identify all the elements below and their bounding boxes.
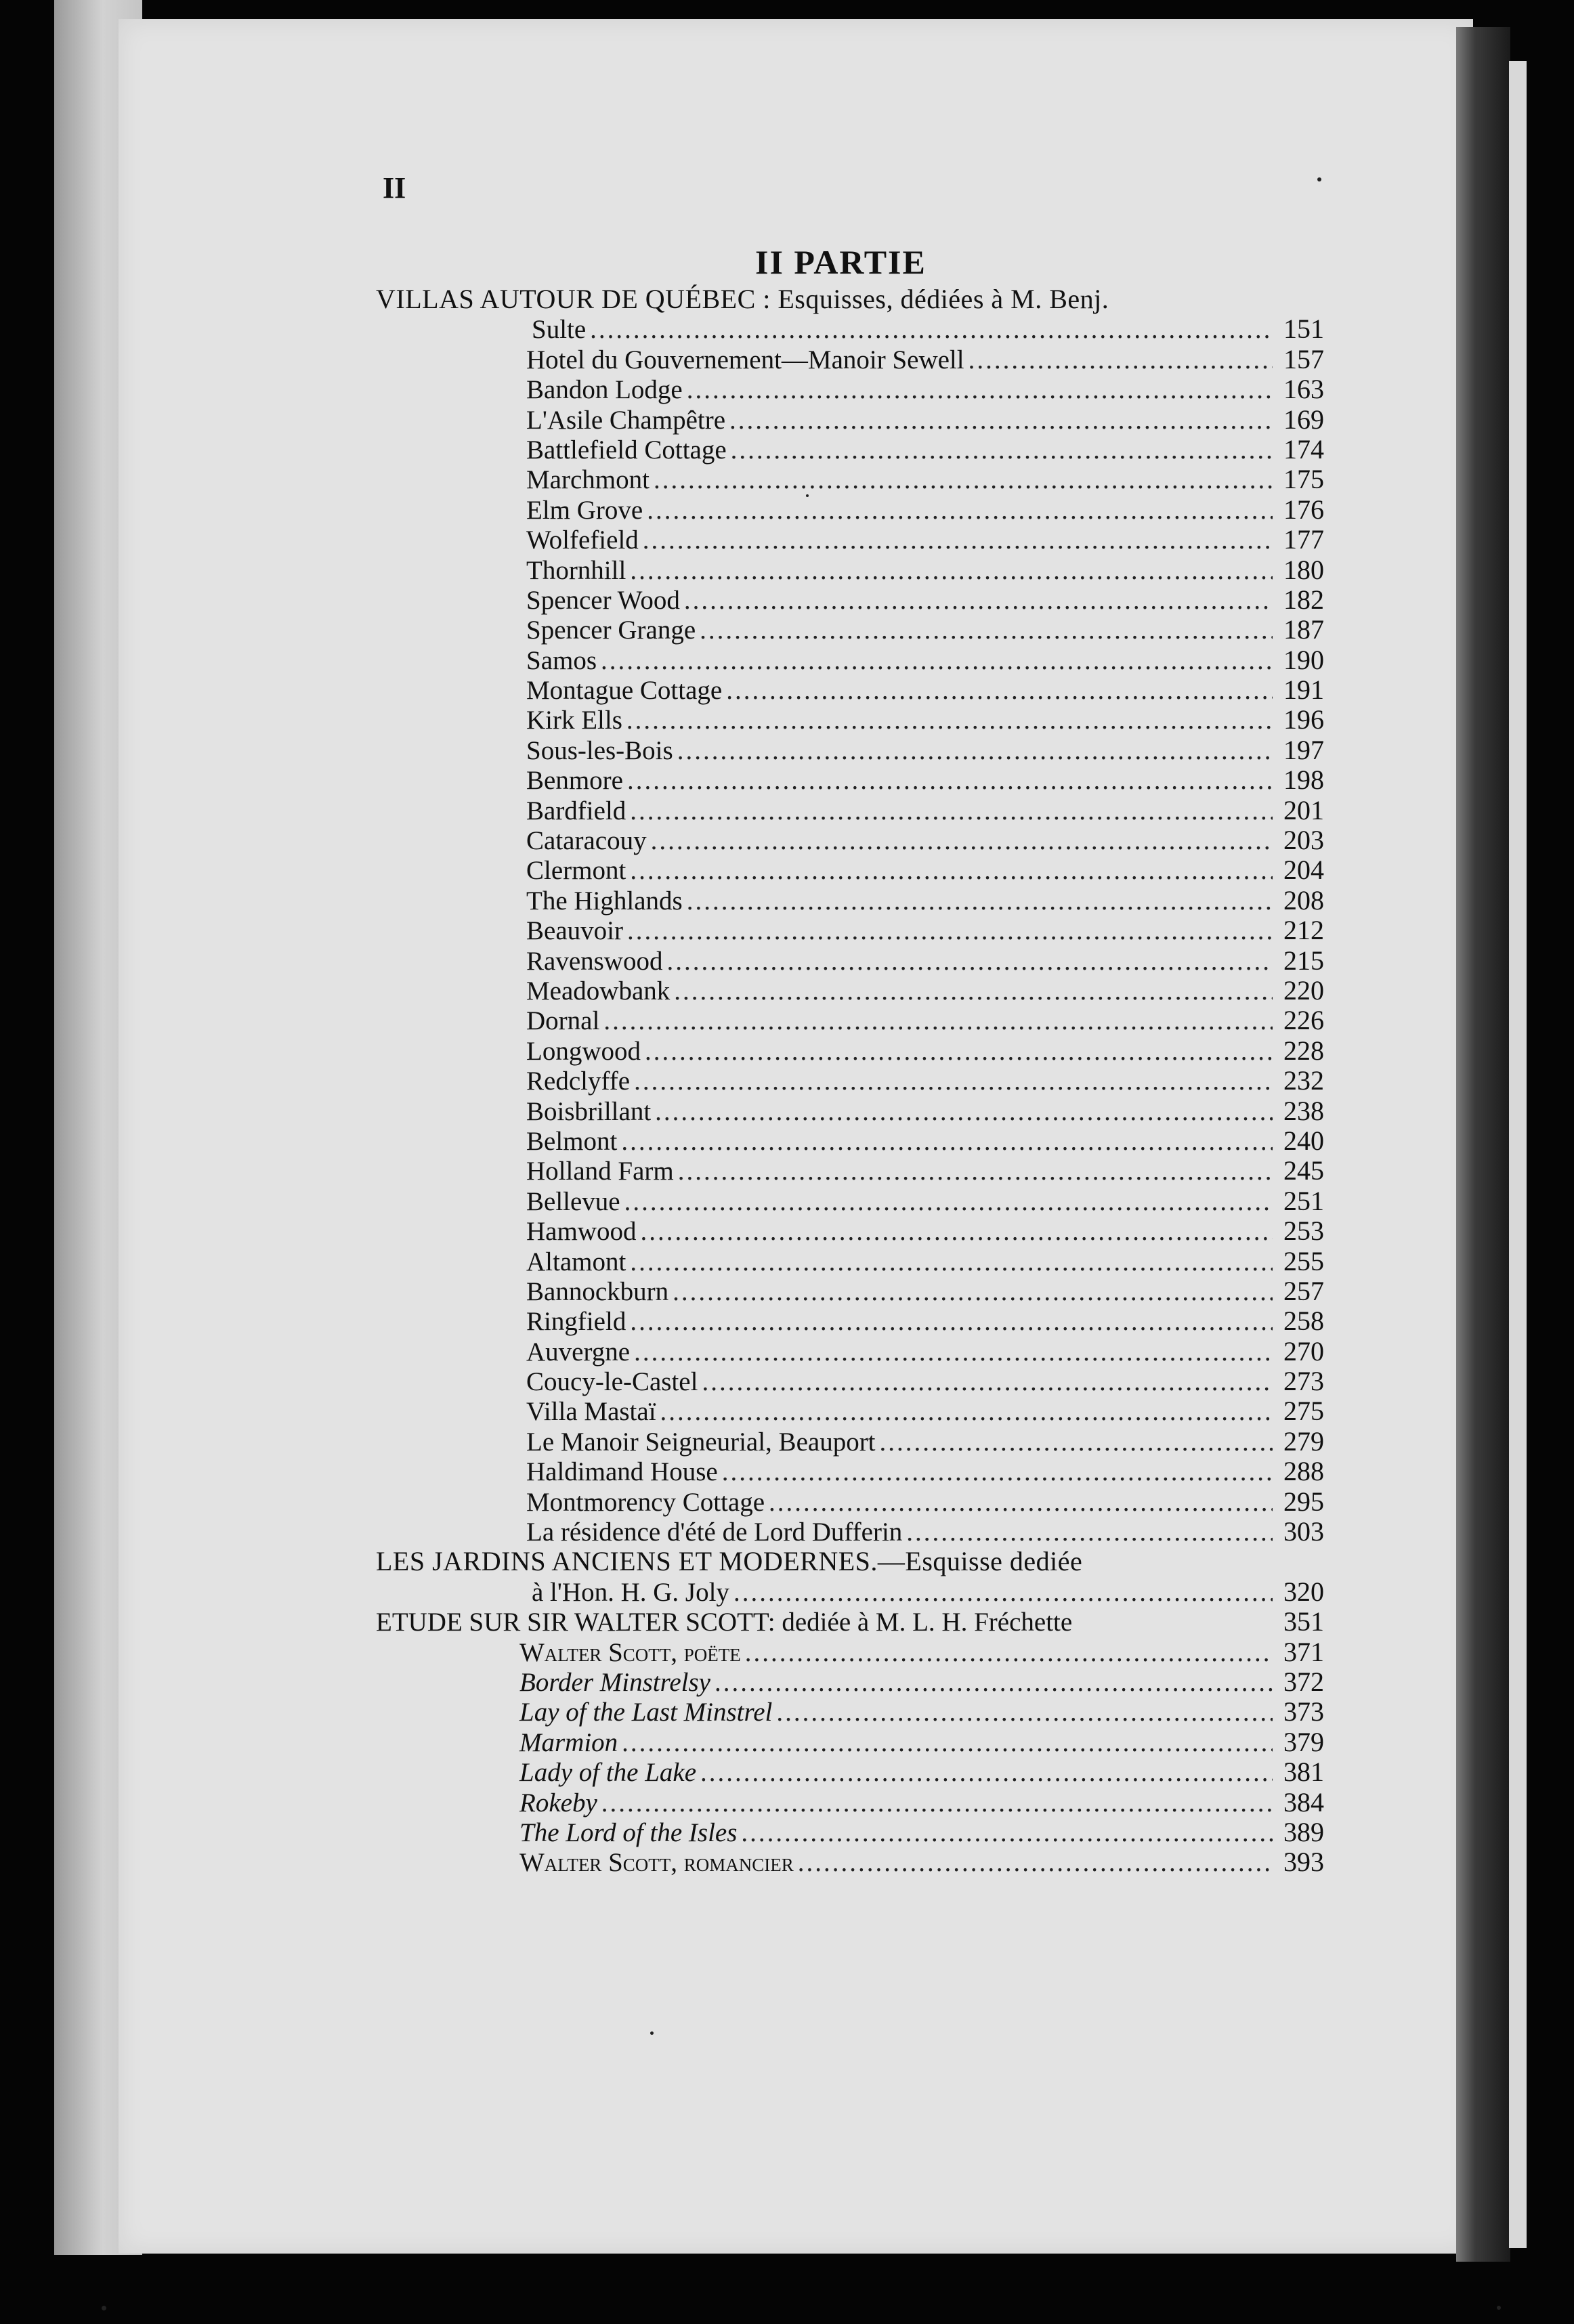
dot-leader	[634, 1337, 1273, 1367]
entry-page: 279	[1283, 1425, 1324, 1457]
entry-label: Marmion	[519, 1727, 618, 1757]
toc-entry	[376, 1276, 1324, 1306]
dot-leader	[645, 1037, 1273, 1067]
dot-leader	[603, 1006, 1273, 1036]
table-of-contents	[376, 284, 1324, 1878]
entry-page: 190	[1283, 644, 1324, 675]
dot-leader	[630, 796, 1273, 826]
entry-page: 204	[1283, 855, 1324, 886]
entry-page: 228	[1283, 1035, 1324, 1066]
entry-label: Bandon Lodge	[526, 375, 683, 405]
toc-entry	[376, 555, 1324, 585]
toc-entry	[376, 585, 1324, 615]
dot-leader	[654, 465, 1273, 495]
entry-label: Longwood	[526, 1036, 641, 1066]
toc-entry	[376, 1817, 1324, 1847]
entry-label: Lay of the Last Minstrel	[519, 1698, 773, 1727]
section-title: ETUDE SUR SIR WALTER SCOTT: dediée à M. L. H. Fréchette	[376, 1608, 1073, 1637]
entry-label: Villa Mastaï	[526, 1397, 656, 1427]
toc-entry	[376, 1337, 1324, 1367]
entry-page: 157	[1283, 343, 1324, 374]
entry-page: 288	[1283, 1456, 1324, 1487]
toc-entry	[376, 374, 1324, 404]
dot-leader	[630, 856, 1273, 886]
dot-leader	[601, 1788, 1273, 1818]
section-title: VILLAS AUTOUR DE QUÉBEC : Esquisses, dédiées à M. Benj.	[376, 284, 1109, 314]
entry-label: Haldimand House	[526, 1457, 718, 1487]
entry-page: 180	[1283, 554, 1324, 585]
entry-page: 303	[1283, 1516, 1324, 1547]
entry-page: 255	[1283, 1245, 1324, 1276]
entry-page: 251	[1283, 1185, 1324, 1216]
dot-leader	[702, 1367, 1273, 1397]
entry-page: 176	[1283, 494, 1324, 525]
entry-label: Hotel du Gouvernement—Manoir Sewell	[526, 345, 964, 374]
toc-entry	[376, 435, 1324, 465]
toc-entry	[376, 465, 1324, 494]
toc-entry	[376, 615, 1324, 645]
entry-label: Marchmont	[526, 465, 650, 495]
entry-page: 253	[1283, 1215, 1324, 1247]
dot-leader	[630, 1247, 1273, 1277]
entry-label: Kirk Ells	[526, 706, 622, 735]
toc-entry	[376, 855, 1324, 885]
section-continuation-row	[376, 314, 1324, 344]
entry-page: 389	[1283, 1816, 1324, 1847]
toc-entry	[376, 1788, 1324, 1817]
dot-leader	[906, 1518, 1273, 1547]
dot-leader	[880, 1427, 1273, 1457]
toc-entry	[376, 1247, 1324, 1276]
entry-page: 187	[1283, 614, 1324, 645]
entry-label: The Highlands	[526, 886, 683, 916]
dot-leader	[715, 1668, 1273, 1698]
entry-label: Rokeby	[519, 1788, 597, 1817]
entry-label: Auvergne	[526, 1337, 631, 1367]
speck	[806, 494, 809, 497]
dot-leader	[622, 1728, 1273, 1758]
entry-label: Elm Grove	[526, 495, 643, 525]
dot-leader	[687, 886, 1273, 916]
entry-label: Bellevue	[526, 1186, 620, 1216]
entry-label: Wolfefield	[526, 525, 639, 555]
entry-page: 174	[1283, 433, 1324, 465]
section-continuation-row	[376, 1577, 1324, 1607]
dot-leader	[969, 345, 1273, 375]
entry-page: 238	[1283, 1095, 1324, 1126]
entry-page: 258	[1283, 1306, 1324, 1337]
dot-leader	[700, 616, 1273, 645]
villa-entries-list	[376, 345, 1324, 1547]
toc-entry	[376, 976, 1324, 1006]
toc-entry	[376, 1847, 1324, 1877]
entry-label: Holland Farm	[526, 1157, 674, 1186]
entry-page: 175	[1283, 464, 1324, 495]
dot-leader	[660, 1397, 1273, 1427]
entry-page: 320	[1283, 1576, 1324, 1607]
dot-leader	[741, 1818, 1273, 1848]
entry-label: Meadowbank	[526, 976, 671, 1006]
toc-entry	[376, 1186, 1324, 1216]
entry-label: Bardfield	[526, 796, 626, 825]
toc-entry	[376, 405, 1324, 435]
dot-leader	[624, 1187, 1273, 1217]
toc-entry	[376, 645, 1324, 675]
entry-page: 257	[1283, 1275, 1324, 1306]
entry-label: Walter Scott, romancier	[519, 1848, 794, 1878]
toc-entry	[376, 765, 1324, 795]
entry-page: 379	[1283, 1726, 1324, 1757]
entry-label: Beauvoir	[526, 916, 623, 946]
toc-entry	[376, 1667, 1324, 1697]
toc-entry	[376, 735, 1324, 765]
dot-leader	[733, 1578, 1273, 1608]
entry-page: 351	[1283, 1606, 1324, 1637]
dot-leader	[601, 646, 1273, 676]
entry-label: à l'Hon. H. G. Joly	[532, 1577, 729, 1607]
dot-leader	[627, 766, 1273, 796]
entry-page: 197	[1283, 734, 1324, 765]
toc-entry	[376, 1457, 1324, 1486]
toc-entry	[376, 1396, 1324, 1426]
entry-label: Dornal	[526, 1006, 600, 1036]
entry-label: Hamwood	[526, 1217, 637, 1247]
toc-entry	[376, 1427, 1324, 1457]
toc-entry	[376, 1036, 1324, 1066]
toc-entry	[376, 1156, 1324, 1186]
entry-page: 381	[1283, 1757, 1324, 1788]
toc-entry	[376, 1487, 1324, 1517]
entry-label: Redclyffe	[526, 1067, 631, 1096]
entry-label: La résidence d'été de Lord Dufferin	[526, 1518, 903, 1547]
entry-page: 232	[1283, 1065, 1324, 1096]
section-title: LES JARDINS ANCIENS ET MODERNES.—Esquisse dediée	[376, 1546, 1083, 1577]
dot-leader	[776, 1698, 1273, 1727]
entry-page: 215	[1283, 945, 1324, 976]
speck	[102, 2306, 106, 2310]
dot-leader	[731, 435, 1273, 465]
dot-leader	[630, 1307, 1273, 1337]
entry-label: Montague Cottage	[526, 676, 723, 706]
toc-entry	[376, 1757, 1324, 1787]
entry-page: 270	[1283, 1335, 1324, 1367]
entry-label: Belmont	[526, 1126, 618, 1156]
entry-page: 373	[1283, 1696, 1324, 1727]
dot-leader	[729, 406, 1273, 435]
toc-entry	[376, 946, 1324, 976]
toc-entry	[376, 1126, 1324, 1156]
dot-leader	[634, 1067, 1273, 1096]
toc-entry	[376, 1216, 1324, 1246]
entry-page: 177	[1283, 524, 1324, 555]
entry-page: 201	[1283, 794, 1324, 825]
entry-label: Thornhill	[526, 555, 626, 585]
entry-page: 212	[1283, 915, 1324, 946]
dot-leader	[798, 1848, 1273, 1878]
toc-entry	[376, 525, 1324, 555]
dot-leader	[627, 916, 1273, 946]
entry-label: Le Manoir Seigneurial, Beauport	[526, 1427, 876, 1457]
toc-entry	[376, 705, 1324, 735]
entry-page: 169	[1283, 404, 1324, 435]
toc-entry	[376, 886, 1324, 916]
page-edge	[1509, 61, 1527, 2248]
toc-entry	[376, 796, 1324, 825]
dot-leader	[722, 1457, 1273, 1487]
entry-label: Border Minstrelsy	[519, 1667, 710, 1697]
entry-label: Ringfield	[526, 1307, 626, 1337]
entry-page: 196	[1283, 704, 1324, 735]
section-title-walter-scott	[376, 1607, 1324, 1637]
part-heading: II PARTIE	[755, 243, 927, 281]
entry-page: 245	[1283, 1155, 1324, 1186]
entry-label: Altamont	[526, 1247, 626, 1276]
entry-page: 384	[1283, 1786, 1324, 1817]
dot-leader	[621, 1127, 1273, 1157]
entry-label: Ravenswood	[526, 946, 663, 976]
scott-entries-list	[376, 1637, 1324, 1878]
dot-leader	[687, 375, 1273, 405]
page-number: II	[383, 171, 406, 205]
toc-entry	[376, 1096, 1324, 1126]
dot-leader	[745, 1638, 1273, 1668]
toc-entry	[376, 1517, 1324, 1547]
entry-label: Lady of the Lake	[519, 1758, 697, 1788]
entry-label: Samos	[526, 645, 597, 675]
entry-page: 220	[1283, 974, 1324, 1006]
dot-leader	[726, 676, 1273, 706]
toc-entry	[376, 1727, 1324, 1757]
entry-page: 371	[1283, 1636, 1324, 1667]
entry-label: Spencer Wood	[526, 585, 680, 615]
entry-page: 208	[1283, 884, 1324, 916]
page-block-shadow	[1456, 27, 1510, 2262]
toc-entry	[376, 345, 1324, 374]
entry-label: The Lord of the Isles	[519, 1817, 738, 1847]
dot-leader	[590, 315, 1273, 345]
entry-page: 275	[1283, 1396, 1324, 1427]
entry-page: 240	[1283, 1125, 1324, 1156]
toc-entry	[376, 1697, 1324, 1727]
entry-page: 203	[1283, 825, 1324, 856]
entry-label: Battlefield Cottage	[526, 435, 727, 465]
dot-leader	[651, 826, 1273, 856]
entry-page: 198	[1283, 765, 1324, 796]
toc-entry	[376, 916, 1324, 945]
speck	[1497, 2306, 1501, 2310]
dot-leader	[630, 556, 1273, 586]
entry-page: 151	[1283, 314, 1324, 345]
entry-label: Sulte	[532, 315, 587, 345]
dot-leader	[677, 736, 1273, 766]
toc-entry	[376, 1066, 1324, 1096]
section-title-villas	[376, 284, 1324, 314]
toc-entry	[376, 675, 1324, 705]
entry-page: 182	[1283, 584, 1324, 615]
entry-page: 191	[1283, 674, 1324, 706]
dot-leader	[666, 947, 1273, 976]
dot-leader	[673, 1277, 1273, 1307]
entry-page: 226	[1283, 1005, 1324, 1036]
entry-label: Spencer Grange	[526, 616, 696, 645]
entry-label: Montmorency Cottage	[526, 1487, 765, 1517]
dot-leader	[643, 525, 1273, 555]
entry-label: Coucy-le-Castel	[526, 1367, 698, 1397]
speck	[1317, 177, 1321, 181]
section-title-jardins	[376, 1547, 1324, 1576]
dot-leader	[684, 586, 1273, 616]
entry-label: Sous-les-Bois	[526, 735, 673, 765]
toc-entry	[376, 1367, 1324, 1396]
entry-label: Clermont	[526, 856, 626, 886]
entry-page: 163	[1283, 374, 1324, 405]
dot-leader	[640, 1217, 1273, 1247]
toc-entry	[376, 825, 1324, 855]
entry-label: Cataracouy	[526, 826, 647, 856]
dot-leader	[769, 1488, 1273, 1518]
toc-entry	[376, 1637, 1324, 1667]
entry-label: Walter Scott, poëte	[519, 1637, 741, 1667]
dot-leader	[647, 496, 1273, 525]
toc-entry	[376, 1006, 1324, 1035]
toc-entry	[376, 495, 1324, 525]
entry-label: Boisbrillant	[526, 1096, 652, 1126]
dot-leader	[626, 706, 1273, 735]
entry-label: Benmore	[526, 766, 623, 796]
entry-page: 372	[1283, 1666, 1324, 1697]
dot-leader	[700, 1758, 1273, 1788]
entry-page: 273	[1283, 1366, 1324, 1397]
speck	[650, 2031, 654, 2035]
dot-leader	[674, 976, 1273, 1006]
dot-leader	[655, 1097, 1273, 1127]
entry-label: L'Asile Champêtre	[526, 405, 726, 435]
dot-leader	[678, 1157, 1273, 1186]
entry-page: 393	[1283, 1847, 1324, 1878]
entry-page: 295	[1283, 1486, 1324, 1517]
toc-entry	[376, 1306, 1324, 1336]
entry-label: Bannockburn	[526, 1276, 669, 1306]
